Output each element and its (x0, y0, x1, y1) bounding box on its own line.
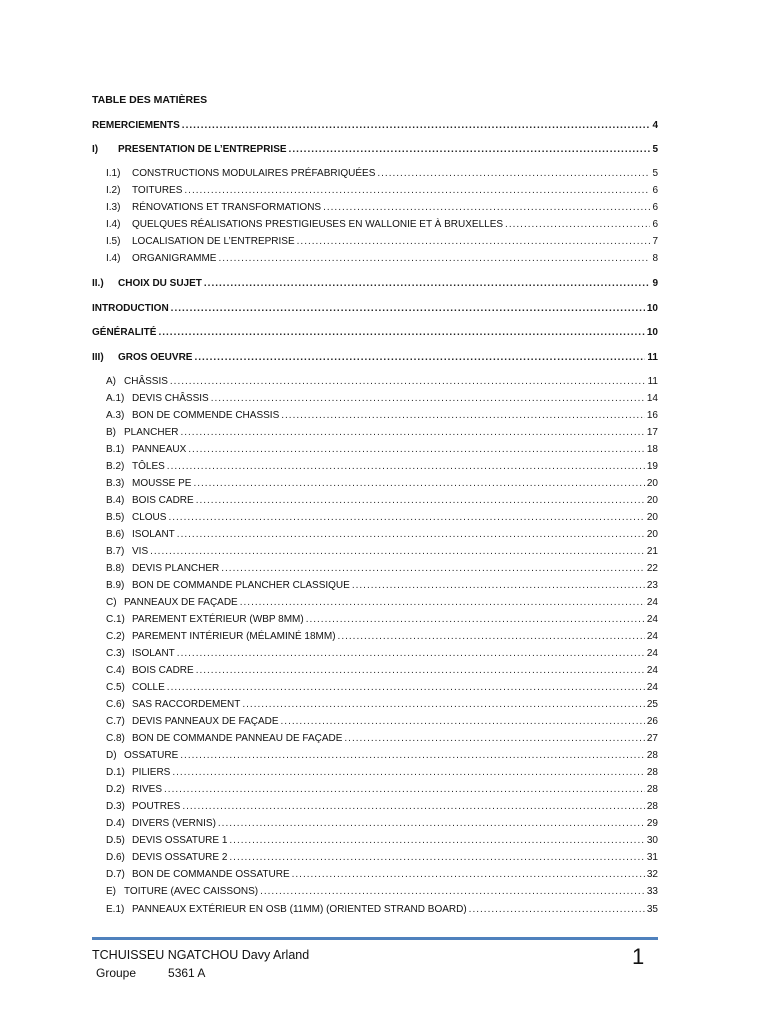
toc-page-number: 24 (646, 631, 658, 642)
toc-entry[interactable] (92, 120, 658, 132)
toc-page-number: 22 (646, 563, 658, 574)
toc-entry-number: C.5) (106, 682, 125, 693)
group-info (96, 966, 205, 980)
toc-entry-label: OSSATURE (124, 750, 179, 761)
toc-entry-number: B.4) (106, 495, 125, 506)
toc-page-number: 10 (646, 303, 658, 314)
toc-entry[interactable] (92, 352, 658, 364)
toc-entry-number: C.8) (106, 733, 125, 744)
toc-entry[interactable] (92, 236, 658, 248)
toc-entry[interactable] (92, 648, 658, 660)
toc-entry-label: TÔLES (132, 461, 165, 472)
toc-entry-number: C.1) (106, 614, 125, 625)
dot-leader (242, 699, 645, 711)
toc-entry[interactable] (92, 767, 658, 779)
toc-page-number: 31 (646, 852, 658, 863)
toc-entry[interactable] (92, 546, 658, 558)
toc-entry[interactable] (92, 699, 658, 711)
toc-entry-number: I.5) (106, 236, 121, 247)
toc-entry-label: DEVIS CHÂSSIS (132, 393, 209, 404)
toc-entry-label: ISOLANT (132, 648, 175, 659)
toc-page-number: 30 (646, 835, 658, 846)
dot-leader (260, 886, 645, 898)
toc-page-number: 24 (646, 665, 658, 676)
toc-page-number: 24 (646, 648, 658, 659)
toc-entry-number: B.1) (106, 444, 125, 455)
toc-page-number: 25 (646, 699, 658, 710)
toc-entry-label: PANNEAUX EXTÉRIEUR EN OSB (11MM) (ORIENTED STRAND BOARD) (132, 904, 467, 915)
footer-divider (92, 937, 658, 940)
toc-entry[interactable] (92, 580, 658, 592)
toc-page-number: 32 (646, 869, 658, 880)
dot-leader (172, 767, 645, 779)
toc-entry[interactable] (92, 563, 658, 575)
toc-page-number: 6 (652, 202, 658, 213)
dot-leader (182, 120, 651, 132)
toc-page-number: 33 (646, 886, 658, 897)
dot-leader (292, 869, 645, 881)
toc-entry-number: B) (106, 427, 116, 438)
toc-page-number: 28 (646, 767, 658, 778)
toc-entry[interactable] (92, 253, 658, 265)
toc-entry-number: D.1) (106, 767, 125, 778)
dot-leader (229, 852, 644, 864)
toc-page-number: 28 (646, 784, 658, 795)
dot-leader (182, 801, 645, 813)
toc-entry[interactable] (92, 168, 658, 180)
toc-entry-label: BON DE COMMANDE PLANCHER CLASSIQUE (132, 580, 350, 591)
toc-entry-label: SAS RACCORDEMENT (132, 699, 241, 710)
dot-leader (184, 185, 650, 197)
toc-page-number: 26 (646, 716, 658, 727)
dot-leader (344, 733, 644, 745)
toc-entry-label: GROS OEUVRE (118, 352, 193, 363)
toc-page-number: 28 (646, 801, 658, 812)
toc-entry[interactable] (92, 665, 658, 677)
toc-entry-label: GÉNÉRALITÉ (92, 327, 157, 338)
toc-entry[interactable] (92, 818, 658, 830)
toc-entry-label: DEVIS OSSATURE 1 (132, 835, 228, 846)
toc-entry[interactable] (92, 529, 658, 541)
toc-entry[interactable] (92, 716, 658, 728)
toc-entry[interactable] (92, 144, 658, 156)
dot-leader (377, 168, 650, 180)
toc-entry[interactable] (92, 631, 658, 643)
toc-page-number: 11 (647, 352, 658, 363)
toc-entry-label: PILIERS (132, 767, 171, 778)
toc-entry[interactable] (92, 376, 658, 388)
toc-page-number: 5 (652, 168, 658, 179)
toc-page-number: 23 (646, 580, 658, 591)
toc-entry[interactable] (92, 427, 658, 439)
toc-entry-number: C.3) (106, 648, 125, 659)
toc-entry[interactable] (92, 784, 658, 796)
toc-entry-label: RIVES (132, 784, 163, 795)
toc-entry-label: PAREMENT EXTÉRIEUR (WBP 8MM) (132, 614, 304, 625)
dot-leader (240, 597, 645, 609)
toc-entry[interactable] (92, 278, 658, 290)
toc-entry-number: B.2) (106, 461, 125, 472)
toc-entry-label: DEVIS PANNEAUX DE FAÇADE (132, 716, 279, 727)
toc-page-number: 24 (646, 597, 658, 608)
toc-page-number: 17 (646, 427, 658, 438)
dot-leader (218, 818, 645, 830)
toc-entry-number: A.1) (106, 393, 125, 404)
toc-entry[interactable] (92, 852, 658, 864)
toc-entry[interactable] (92, 327, 658, 339)
dot-leader (323, 202, 650, 214)
toc-page-number: 16 (646, 410, 658, 421)
toc-page-number: 10 (646, 327, 658, 338)
toc-entry[interactable] (92, 869, 658, 881)
dot-leader (338, 631, 645, 643)
group-number: 5361 A (168, 966, 206, 980)
toc-entry-label: DEVIS OSSATURE 2 (132, 852, 228, 863)
toc-entry[interactable] (92, 461, 658, 473)
dot-leader (150, 546, 645, 558)
toc-entry-label: COLLE (132, 682, 165, 693)
dot-leader (168, 512, 644, 524)
dot-leader (193, 478, 644, 490)
toc-page-number: 6 (652, 185, 658, 196)
dot-leader (167, 682, 645, 694)
toc-entry-label: PANNEAUX (132, 444, 187, 455)
toc-entry[interactable] (92, 801, 658, 813)
dot-leader (505, 219, 650, 231)
toc-entry[interactable] (92, 614, 658, 626)
toc-entry-label: CLOUS (132, 512, 167, 523)
toc-entry-label: CHOIX DU SUJET (118, 278, 202, 289)
dot-leader (221, 563, 645, 575)
toc-entry[interactable] (92, 410, 658, 422)
toc-entry-label: BON DE COMMANDE OSSATURE (132, 869, 290, 880)
toc-entry-label: TOITURES (132, 185, 183, 196)
toc-entry-number: E.1) (106, 904, 125, 915)
toc-page-number: 4 (652, 120, 658, 131)
dot-leader (469, 904, 645, 916)
toc-page-number: 27 (646, 733, 658, 744)
dot-leader (180, 750, 645, 762)
toc-entry-label: POUTRES (132, 801, 181, 812)
dot-leader (297, 236, 651, 248)
toc-entry[interactable] (92, 733, 658, 745)
toc-entry-number: I) (92, 144, 99, 155)
dot-leader (164, 784, 645, 796)
toc-page-number: 7 (652, 236, 658, 247)
dot-leader (196, 495, 645, 507)
toc-entry-label: BOIS CADRE (132, 495, 194, 506)
toc-entry-number: B.3) (106, 478, 125, 489)
toc-entry-label: PLANCHER (124, 427, 179, 438)
toc-entry-label: INTRODUCTION (92, 303, 169, 314)
toc-entry-label: DEVIS PLANCHER (132, 563, 220, 574)
toc-entry-label: BON DE COMMENDE CHASSIS (132, 410, 280, 421)
toc-entry[interactable] (92, 393, 658, 405)
toc-entry-number: C.7) (106, 716, 125, 727)
toc-entry-number: B.7) (106, 546, 125, 557)
toc-page-number: 20 (646, 478, 658, 489)
toc-page-number: 18 (646, 444, 658, 455)
toc-entry[interactable] (92, 750, 658, 762)
toc-entry-label: REMERCIEMENTS (92, 120, 180, 131)
toc-page-number: 28 (646, 750, 658, 761)
toc-entry[interactable] (92, 597, 658, 609)
toc-page-number: 8 (652, 253, 658, 264)
toc-page-number: 21 (646, 546, 658, 557)
dot-leader (229, 835, 644, 847)
toc-entry-number: D.5) (106, 835, 125, 846)
toc-entry[interactable] (92, 303, 658, 315)
toc-entry-number: B.8) (106, 563, 125, 574)
toc-entry-label: PANNEAUX DE FAÇADE (124, 597, 238, 608)
toc-entry-number: I.1) (106, 168, 121, 179)
toc-entry-number: C.4) (106, 665, 125, 676)
dot-leader (188, 444, 645, 456)
dot-leader (211, 393, 645, 405)
toc-entry[interactable] (92, 835, 658, 847)
toc-entry-label: CHÂSSIS (124, 376, 168, 387)
dot-leader (196, 665, 645, 677)
dot-leader (352, 580, 645, 592)
toc-entry[interactable] (92, 444, 658, 456)
toc-entry[interactable] (92, 478, 658, 490)
toc-entry-number: C) (106, 597, 117, 608)
toc-entry[interactable] (92, 495, 658, 507)
toc-page-number: 29 (646, 818, 658, 829)
toc-page-number: 20 (646, 529, 658, 540)
toc-entry-number: I.4) (106, 253, 121, 264)
dot-leader (171, 303, 645, 315)
toc-entry-number: B.5) (106, 512, 125, 523)
toc-page-number: 20 (646, 512, 658, 523)
toc-entry[interactable] (92, 682, 658, 694)
toc-entry-label: RÉNOVATIONS ET TRANSFORMATIONS (132, 202, 322, 213)
toc-page-number: 24 (646, 682, 658, 693)
toc-entry-number: A.3) (106, 410, 125, 421)
toc-entry-label: PRESENTATION DE L’ENTREPRISE (118, 144, 287, 155)
toc-entry-number: E) (106, 886, 116, 897)
toc-entry-label: LOCALISATION DE L’ENTREPRISE (132, 236, 295, 247)
dot-leader (194, 352, 645, 364)
toc-page-number: 20 (646, 495, 658, 506)
dot-leader (180, 427, 644, 439)
toc-entry-number: D.4) (106, 818, 125, 829)
toc-entry-label: QUELQUES RÉALISATIONS PRESTIGIEUSES EN WALLONIE ET À BRUXELLES (132, 219, 504, 230)
toc-entry-label: BOIS CADRE (132, 665, 194, 676)
toc-entry-number: D.3) (106, 801, 125, 812)
toc-entry-number: I.2) (106, 185, 121, 196)
dot-leader (306, 614, 645, 626)
toc-entry-number: III) (92, 352, 104, 363)
toc-entry-label: TOITURE (AVEC CAISSONS) (124, 886, 259, 897)
toc-page-number: 24 (646, 614, 658, 625)
toc-entry-label: VIS (132, 546, 149, 557)
toc-entry-number: B.6) (106, 529, 125, 540)
toc-entry-label: ISOLANT (132, 529, 175, 540)
toc-entry-number: C.6) (106, 699, 125, 710)
toc-entry-number: I.4) (106, 219, 121, 230)
toc-page-number: 9 (652, 278, 658, 289)
author-name: TCHUISSEU NGATCHOU Davy Arland (92, 948, 310, 962)
toc-entry-number: D.7) (106, 869, 125, 880)
toc-entry-label: BON DE COMMANDE PANNEAU DE FAÇADE (132, 733, 343, 744)
toc-entry-label: MOUSSE PE (132, 478, 192, 489)
dot-leader (289, 144, 651, 156)
toc-entry-label: CONSTRUCTIONS MODULAIRES PRÉFABRIQUÉES (132, 168, 376, 179)
toc-page-number: 19 (646, 461, 658, 472)
dot-leader (281, 410, 645, 422)
toc-entry-number: D.6) (106, 852, 125, 863)
toc-entry-number: B.9) (106, 580, 125, 591)
toc-entry-label: DIVERS (VERNIS) (132, 818, 216, 829)
dot-leader (218, 253, 650, 265)
toc-entry[interactable] (92, 904, 658, 916)
toc-entry-label: PAREMENT INTÉRIEUR (MÉLAMINÉ 18MM) (132, 631, 336, 642)
dot-leader (167, 461, 645, 473)
dot-leader (177, 529, 645, 541)
toc-page-number: 14 (646, 393, 658, 404)
dot-leader (170, 376, 646, 388)
toc-page-number: 6 (652, 219, 658, 230)
page-number: 1 (632, 944, 645, 969)
toc-entry-number: D) (106, 750, 117, 761)
dot-leader (158, 327, 644, 339)
toc-page-number: 35 (646, 904, 658, 915)
dot-leader (204, 278, 651, 290)
toc-entry[interactable] (92, 886, 658, 898)
toc-entry[interactable] (92, 202, 658, 214)
toc-entry-label: ORGANIGRAMME (132, 253, 217, 264)
toc-entry-number: C.2) (106, 631, 125, 642)
toc-entry-number: D.2) (106, 784, 125, 795)
group-label: Groupe (96, 966, 137, 980)
toc-entry[interactable] (92, 219, 658, 231)
toc-page-number: 5 (652, 144, 658, 155)
toc-title: TABLE DES MATIÈRES (92, 94, 208, 106)
dot-leader (281, 716, 645, 728)
toc-entry[interactable] (92, 185, 658, 197)
toc-page-number: 11 (647, 376, 658, 387)
toc-entry-number: A) (106, 376, 116, 387)
toc-entry-number: II.) (92, 278, 104, 289)
dot-leader (177, 648, 645, 660)
toc-entry[interactable] (92, 512, 658, 524)
toc-entry-number: I.3) (106, 202, 121, 213)
